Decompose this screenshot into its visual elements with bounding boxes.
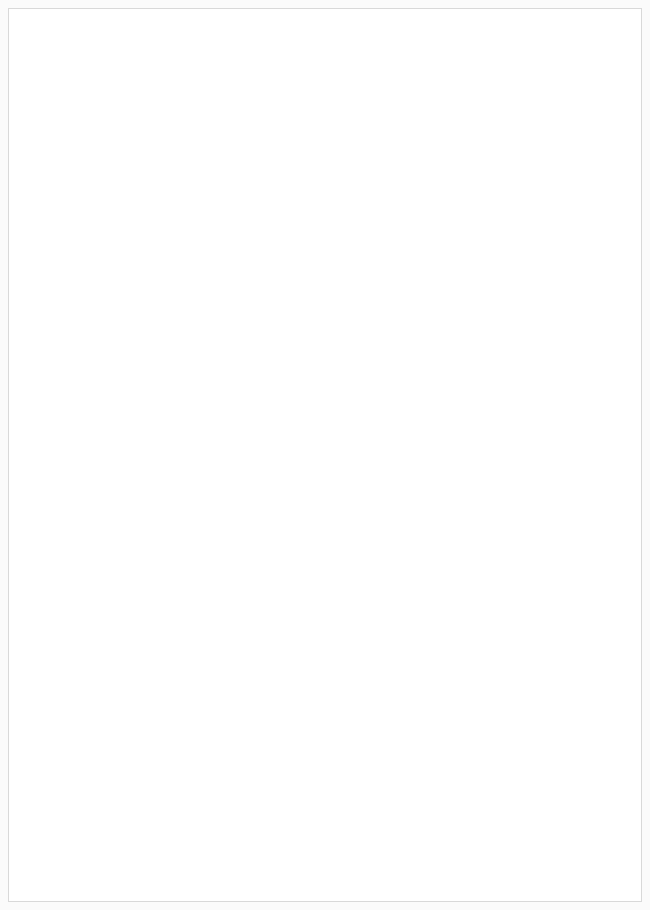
book-page xyxy=(8,8,642,902)
